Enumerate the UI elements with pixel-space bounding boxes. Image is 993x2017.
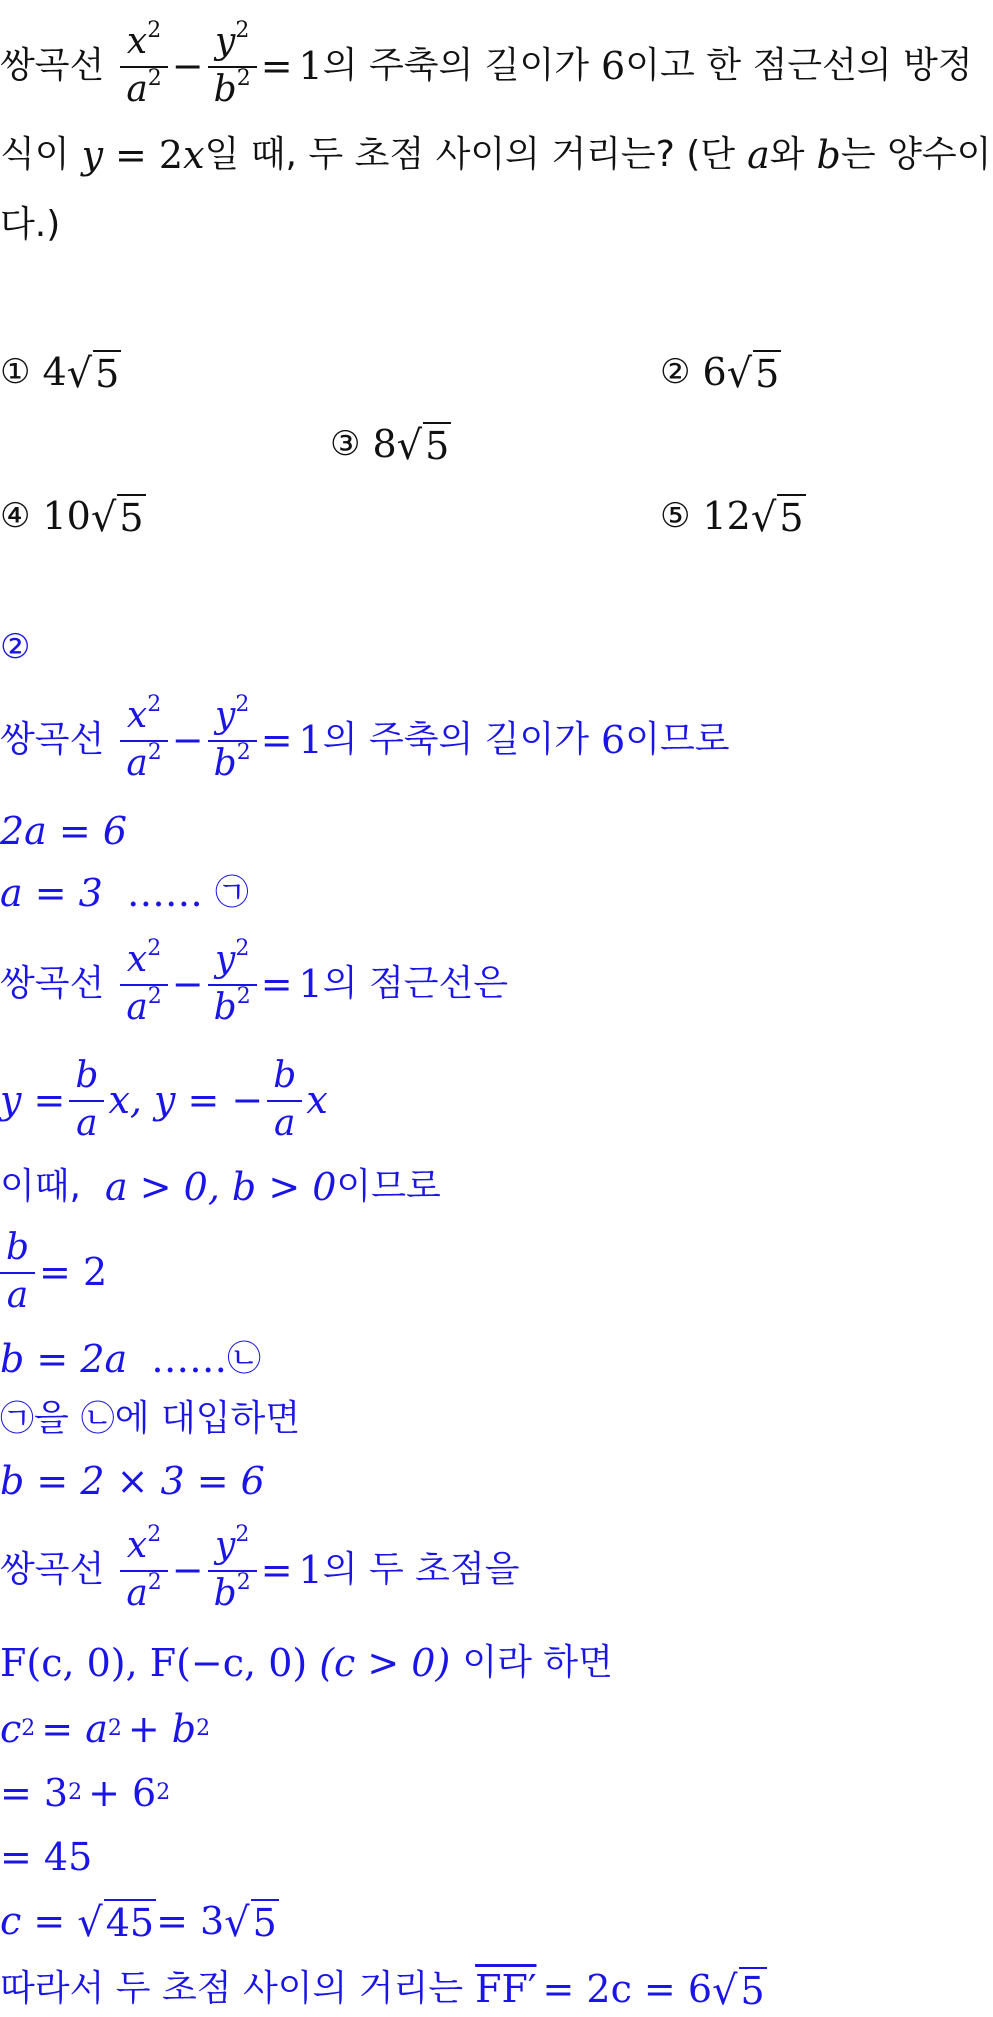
sqrt: √ 5 [712, 1968, 765, 2014]
fraction: $\frac{y^2}{b^2}$ [208, 942, 257, 1026]
choice-1[interactable]: ① 4 √ 5 [0, 350, 120, 397]
solution-line-12: F(c, 0), F(−c, 0) (c > 0) 이라 하면 [0, 1641, 613, 1685]
choice-3[interactable]: ③ 8 √ 5 [330, 422, 450, 469]
question-line-2: 식이 y = 2 x 일 때, 두 초점 사이의 거리는? (단 a 와 b 는 양수이 [0, 133, 992, 177]
fraction: $\frac{b}{a}$ [0, 1230, 35, 1314]
choice-2[interactable]: ② 6 √ 5 [660, 350, 780, 397]
fraction: $\frac{b}{a}$ [69, 1058, 104, 1142]
fraction: $\frac{x^2}{a^2}$ [120, 24, 167, 108]
answer-mark: ② [0, 627, 31, 667]
sqrt: √ 45 [77, 1900, 155, 1946]
question-line-1: 쌍곡선 $\frac{x^2}{a^2}$ − $\frac{y^2}{b^2}$ = 1 의 주축의 길이가 6 이고 한 점근선의 방정 [0, 18, 973, 110]
solution-line-9: ㉠ 을 ㉡ 에 대입하면 [0, 1398, 301, 1439]
solution-line-10: b = 2 × 3 = 6 [0, 1459, 265, 1503]
solution-line-2: 2a = 6 [0, 809, 128, 853]
solution-line-7: $\frac{b}{a}$ = 2 [0, 1232, 107, 1312]
question-text: 의 주축의 길이가 [322, 45, 590, 86]
solution-line-11: 쌍곡선 $\frac{x^2}{a^2}$ − $\frac{y^2}{b^2}$ = 1 의 두 초점을 [0, 1522, 520, 1614]
fraction: $\frac{x^2}{a^2}$ [120, 698, 167, 782]
sqrt: √ 5 [66, 351, 120, 397]
sqrt: √ 5 [750, 495, 804, 541]
solution-line-6: 이때, a > 0, b > 0 이므로 [0, 1165, 441, 1209]
solution-line-14: = 3 2 + 6 2 [0, 1771, 171, 1815]
sqrt: √ 5 [396, 423, 450, 469]
fraction: $\frac{x^2}{a^2}$ [120, 1528, 167, 1612]
sqrt: √ 5 [90, 495, 144, 541]
fraction: $\frac{b}{a}$ [267, 1058, 302, 1142]
question-line-3: 다.) [0, 204, 61, 245]
solution-line-15: = 45 [0, 1835, 93, 1879]
solution-line-13: c 2 = a 2 + b 2 [0, 1707, 211, 1751]
fraction: $\frac{y^2}{b^2}$ [208, 698, 257, 782]
solution-line-3: a = 3 …… ㉠ [0, 871, 249, 915]
solution-line-8: b = 2a …… ㉡ [0, 1337, 262, 1381]
fraction: $\frac{y^2}{b^2}$ [208, 1528, 257, 1612]
sqrt: √ 5 [726, 351, 780, 397]
sqrt: √ 5 [224, 1900, 277, 1946]
solution-line-4: 쌍곡선 $\frac{x^2}{a^2}$ − $\frac{y^2}{b^2}$ = 1 의 점근선은 [0, 936, 509, 1028]
choice-5[interactable]: ⑤ 12 √ 5 [660, 494, 804, 541]
solution-line-16: c = √ 45 = 3 √ 5 [0, 1899, 277, 1946]
fraction: $\frac{y^2}{b^2}$ [208, 24, 257, 108]
fraction: $\frac{x^2}{a^2}$ [120, 942, 167, 1026]
question-text: 쌍곡선 [0, 45, 105, 86]
solution-line-1: 쌍곡선 $\frac{x^2}{a^2}$ − $\frac{y^2}{b^2}$ = 1 의 주축의 길이가 6 이므로 [0, 692, 730, 784]
solution-line-17: 따라서 두 초점 사이의 거리는 FF′ = 2c = 6 √ 5 [0, 1967, 765, 2014]
solution-line-5: y = $\frac{b}{a}$ x, y = − $\frac{b}{a}$ x [0, 1055, 328, 1144]
question-text: 이고 한 점근선의 방정 [625, 45, 973, 86]
choice-4[interactable]: ④ 10 √ 5 [0, 494, 144, 541]
